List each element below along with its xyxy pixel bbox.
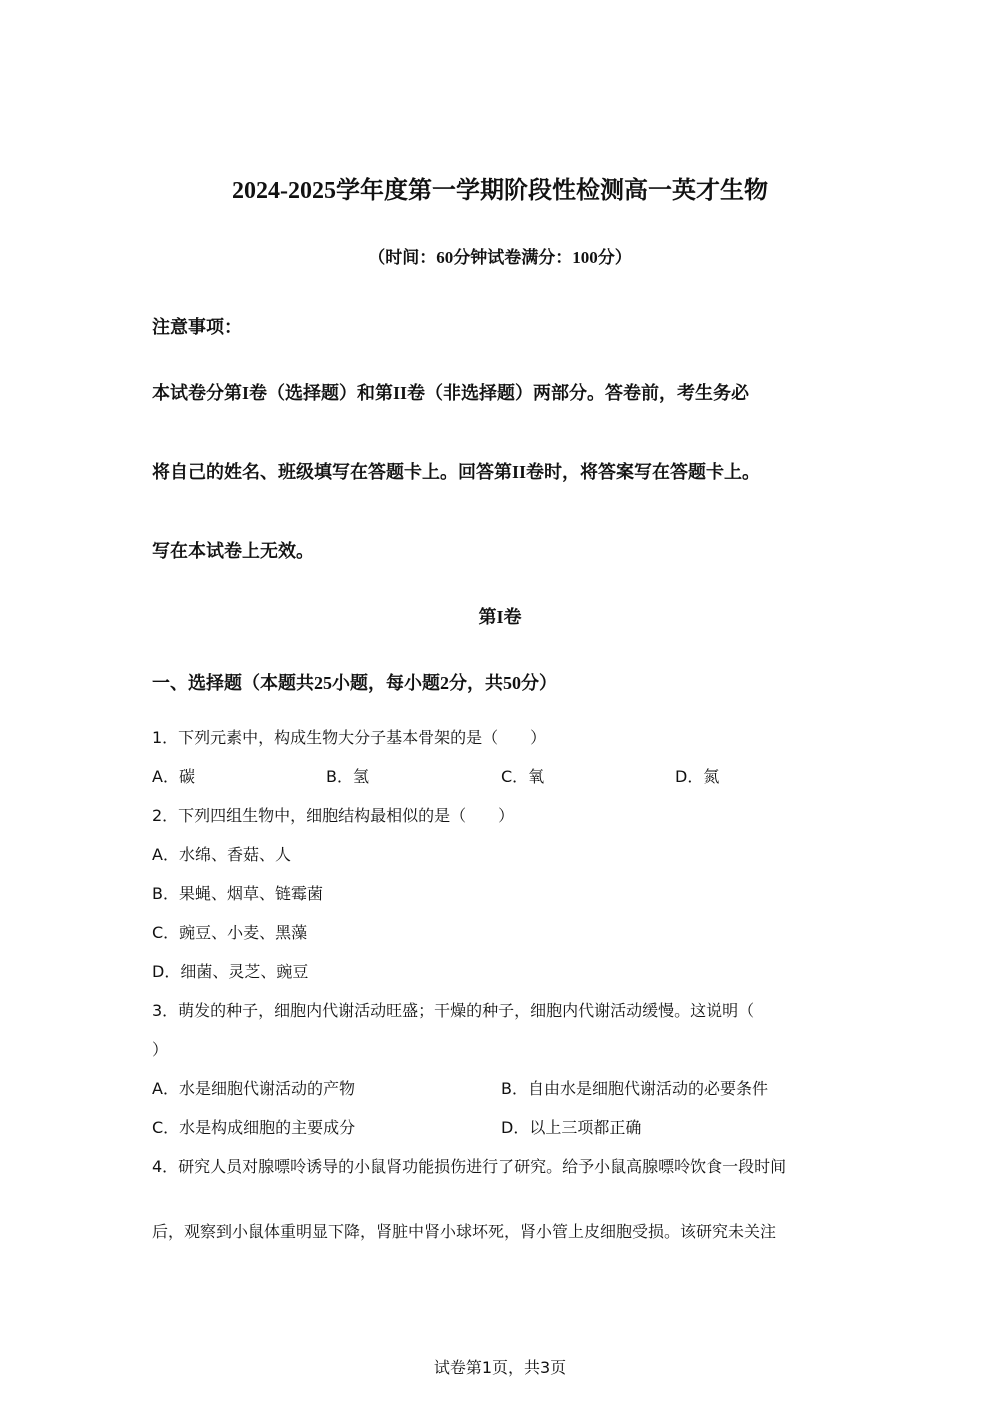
option-b: B．氢 <box>326 767 369 786</box>
notice-line: 本试卷分第I卷（选择题）和第II卷（非选择题）两部分。答卷前，考生务必 <box>152 383 750 403</box>
option-d: D．氮 <box>675 767 720 786</box>
page-footer: 试卷第1页，共3页 <box>433 1358 567 1377</box>
option-a: A．水绵、香菇、人 <box>152 845 291 864</box>
question-stem-continued: ） <box>152 1040 169 1059</box>
notice-line: 将自己的姓名、班级填写在答题卡上。回答第II卷时，将答案写在答题卡上。 <box>152 462 761 482</box>
question-stem: 3．萌发的种子，细胞内代谢活动旺盛；干燥的种子，细胞内代谢活动缓慢。这说明（ <box>152 1001 755 1020</box>
option-d: D．细菌、灵芝、豌豆 <box>152 962 309 981</box>
option-b: B．自由水是细胞代谢活动的必要条件 <box>501 1079 768 1098</box>
section-heading: 一、选择题（本题共25小题，每小题2分，共50分） <box>152 673 557 693</box>
exam-info: （时间：60分钟试卷满分：100分） <box>368 248 632 267</box>
question-stem-continued: 后，观察到小鼠体重明显下降，肾脏中肾小球坏死，肾小管上皮细胞受损。该研究未关注 <box>152 1222 777 1241</box>
question-stem: 2．下列四组生物中，细胞结构最相似的是（ ） <box>152 806 515 825</box>
option-a: A．水是细胞代谢活动的产物 <box>152 1079 355 1098</box>
notice-line: 写在本试卷上无效。 <box>152 541 314 562</box>
option-c: C．豌豆、小麦、黑藻 <box>152 923 308 942</box>
notice-heading: 注意事项： <box>152 317 242 338</box>
volume-heading: 第I卷 <box>478 607 522 627</box>
option-c: C．氧 <box>501 767 545 786</box>
option-c: C．水是构成细胞的主要成分 <box>152 1118 356 1137</box>
page-title: 2024-2025学年度第一学期阶段性检测高一英才生物 <box>232 178 768 204</box>
option-a: A．碳 <box>152 767 195 786</box>
option-b: B．果蝇、烟草、链霉菌 <box>152 884 323 903</box>
question-stem: 4．研究人员对腺嘌呤诱导的小鼠肾功能损伤进行了研究。给予小鼠高腺嘌呤饮食一段时间 <box>152 1157 787 1176</box>
option-d: D．以上三项都正确 <box>501 1118 642 1137</box>
question-stem: 1．下列元素中，构成生物大分子基本骨架的是（ ） <box>152 728 547 747</box>
